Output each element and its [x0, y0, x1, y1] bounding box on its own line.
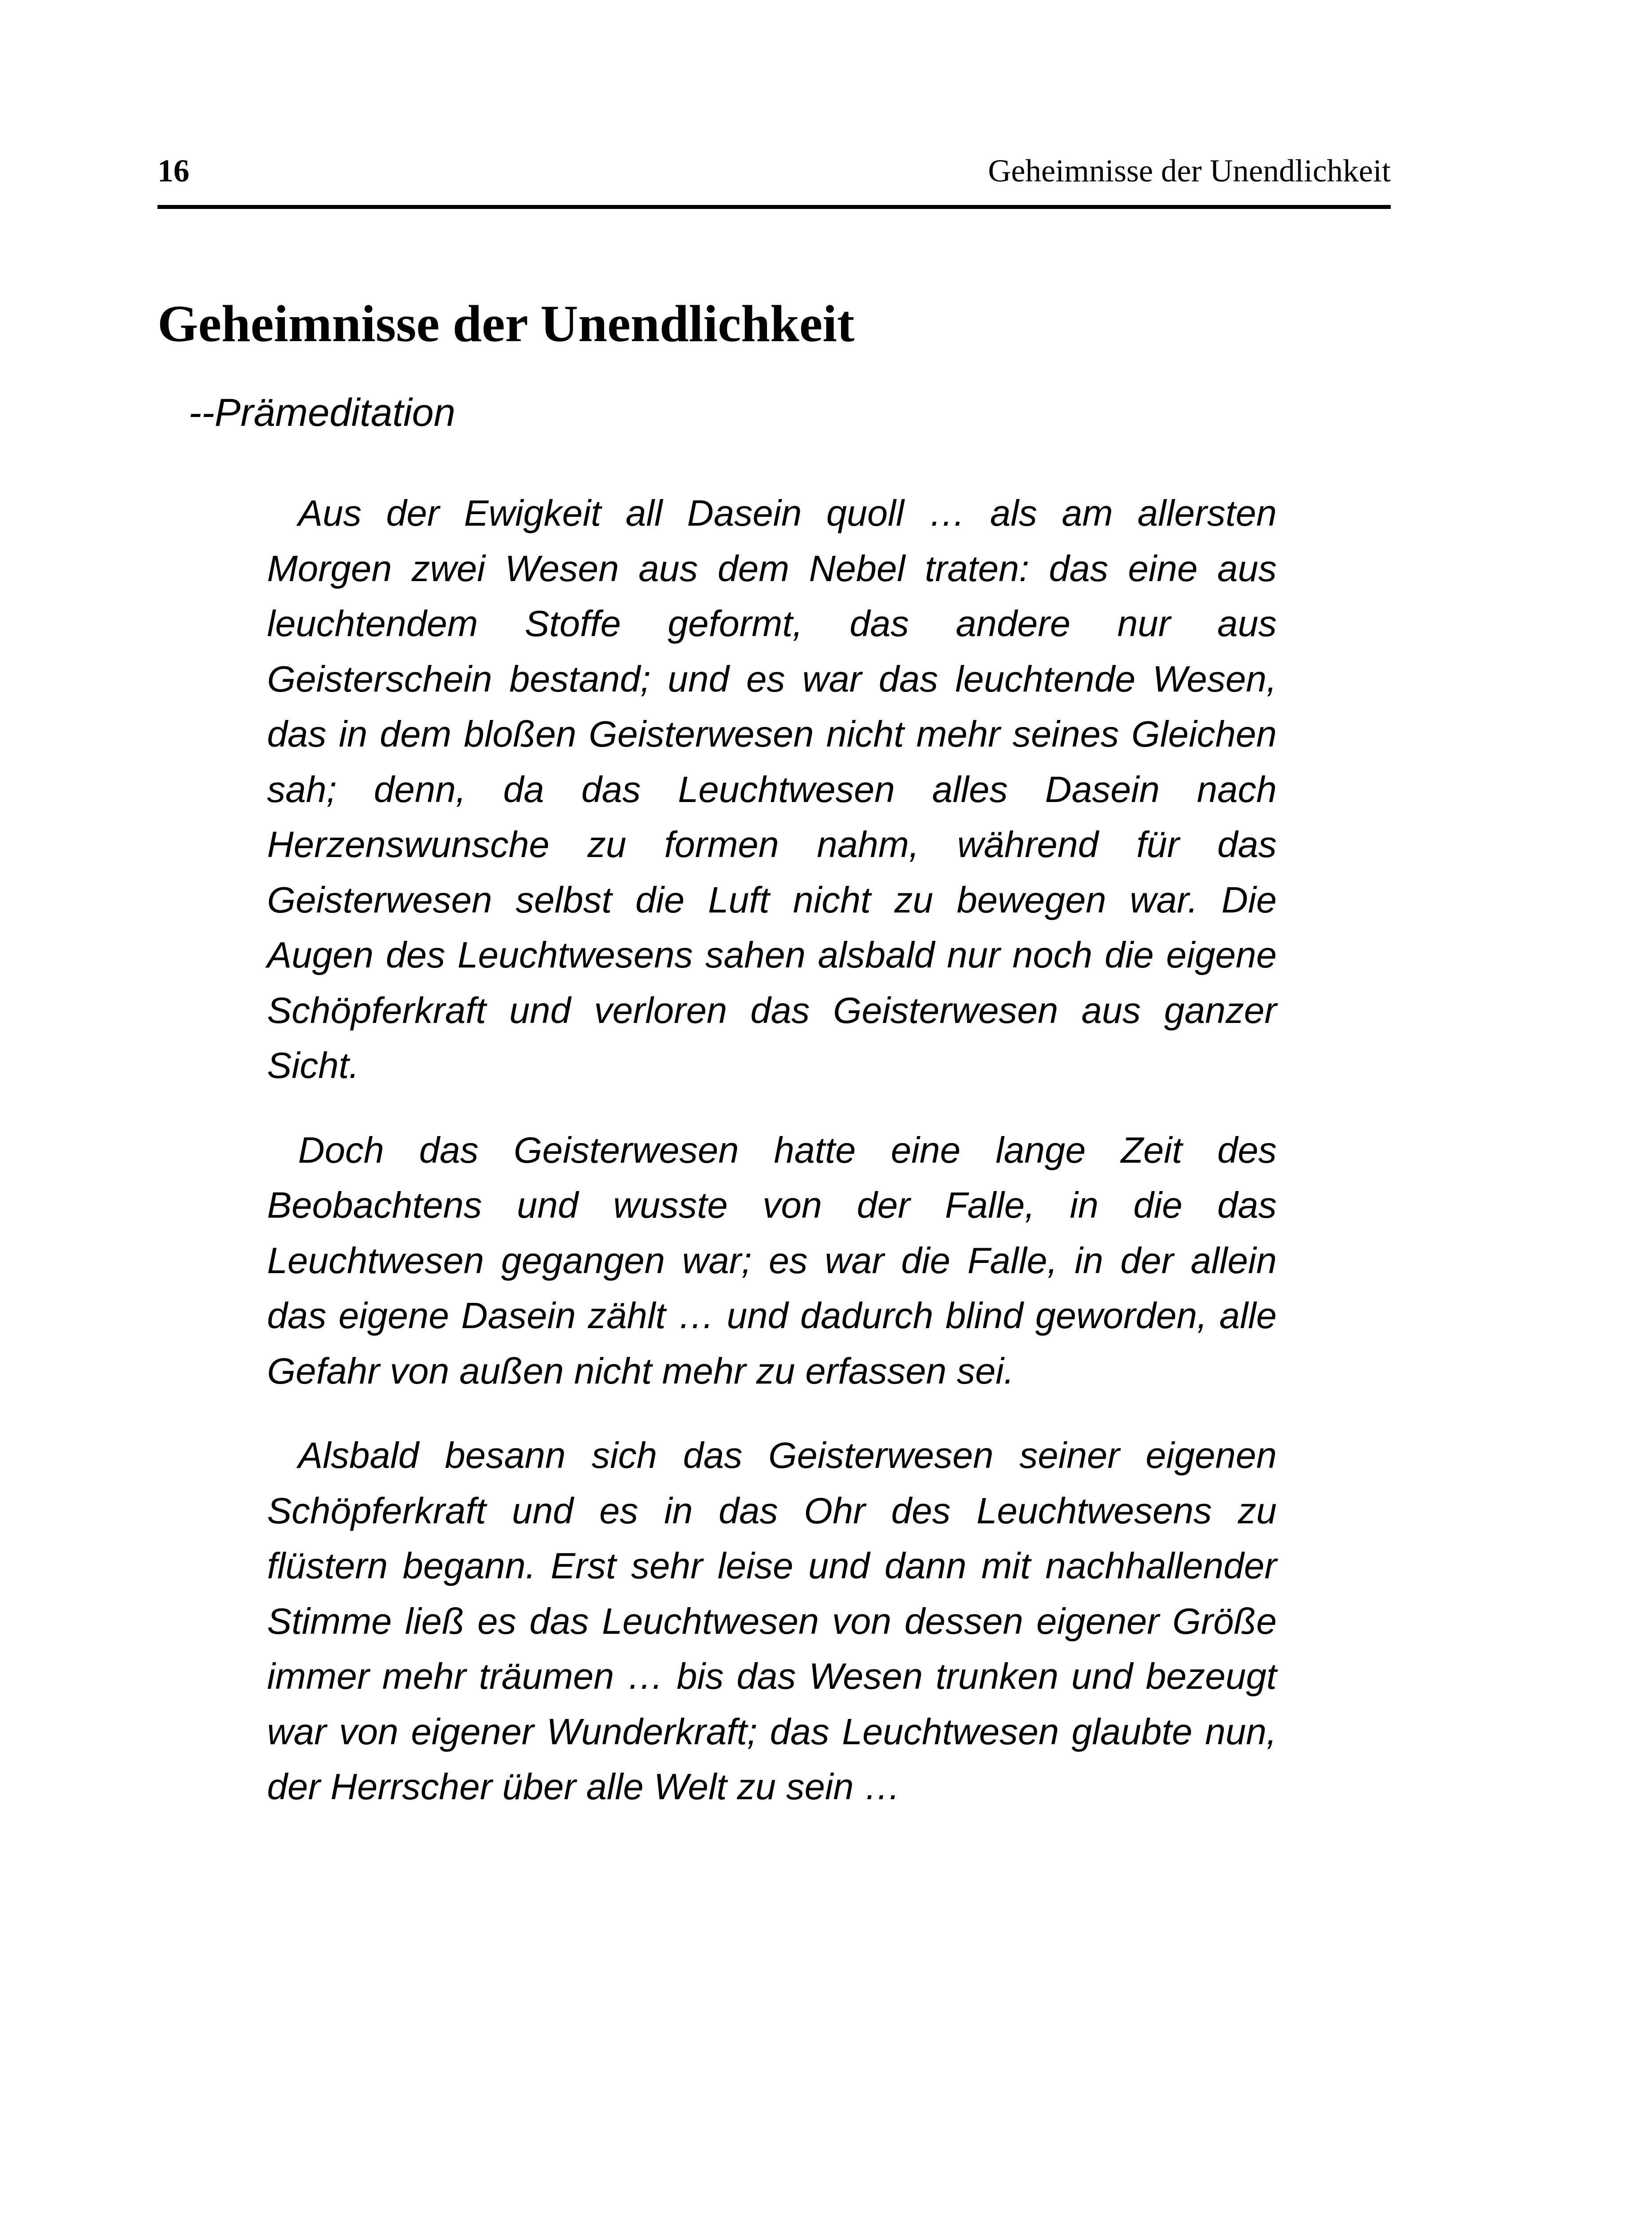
- paragraph-2: Doch das Geisterwesen hatte eine lange Zeit des Beobachtens und wusste von der Falle, in die das Leuchtwesen gegangen war; es war die Falle, in der allein das eigene Dasein zählt … und dadurch blind geworden, alle Gefahr von außen nicht mehr zu erfassen sei.: [267, 1129, 1277, 1392]
- body-text: [267, 486, 1277, 1844]
- paragraph-1: Aus der Ewigkeit all Dasein quoll … als am allersten Morgen zwei Wesen aus dem Nebel traten: das eine aus leuchtendem Stoffe geformt, das andere nur aus Geisterschein bestand; und es war das leuchtende Wesen, das in dem bloßen Geisterwesen nicht mehr seines Gleichen sah; denn, da das Leuchtwesen alles Dasein nach Herzenswunsche zu formen nahm, während für das Geisterwesen selbst die Luft nicht zu bewegen war. Die Augen des Leuchtwesens sahen alsbald nur noch die eigene Schöpferkraft und verloren das Geisterwesen aus ganzer Sicht.: [267, 492, 1277, 1086]
- page-number: 16: [157, 153, 189, 189]
- running-title: Geheimnisse der Unendlichkeit: [988, 153, 1391, 189]
- header-divider: [157, 205, 1391, 209]
- paragraph-3: Alsbald besann sich das Geisterwesen seiner eigenen Schöpferkraft und es in das Ohr des Leuchtwesens zu flüstern begann. Erst sehr leise und dann mit nachhallender Stimme ließ es das Leuchtwesen von dessen eigener Größe immer mehr träumen … bis das Wesen trunken und bezeugt war von eigener Wunderkraft; das Leuchtwesen glaubte nun, der Herrscher über alle Welt zu sein …: [267, 1435, 1277, 1807]
- chapter-title: Geheimnisse der Unendlichkeit: [157, 295, 855, 353]
- running-header: [157, 149, 1391, 193]
- chapter-epigraph: --Prämeditation: [189, 390, 456, 434]
